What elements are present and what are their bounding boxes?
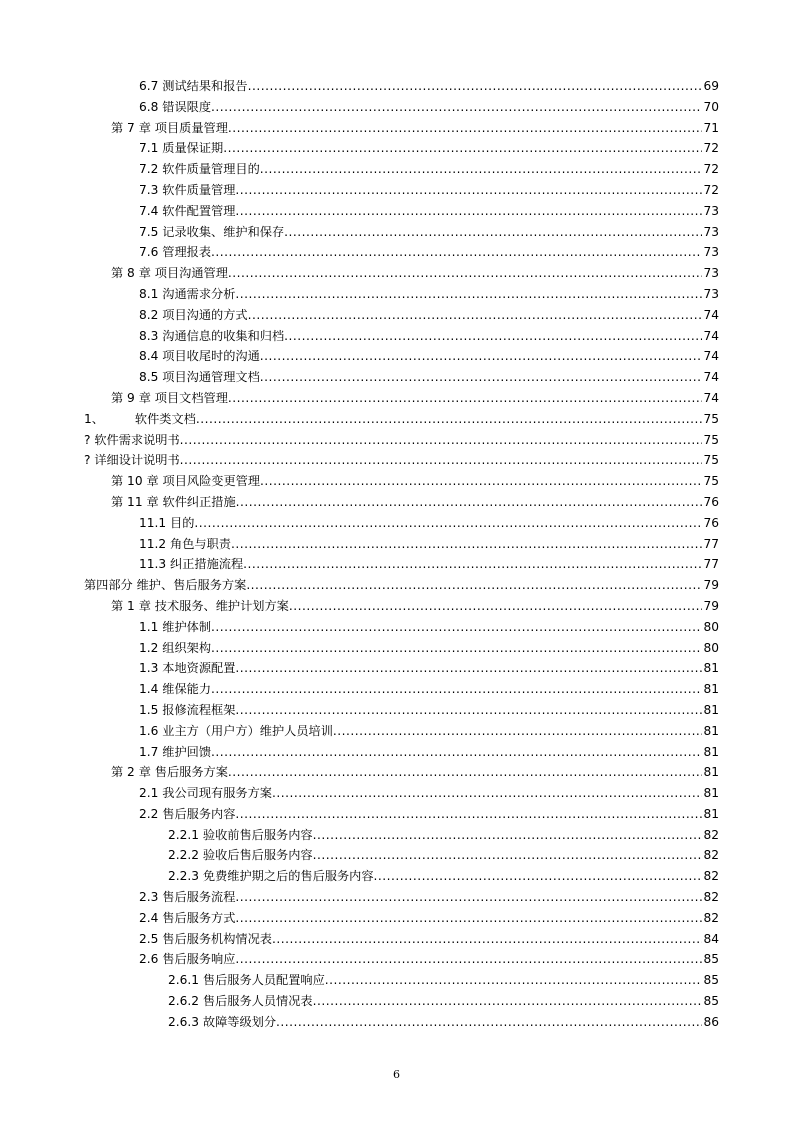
- toc-entry-page: 75: [703, 411, 719, 426]
- toc-entry-page: 74: [703, 390, 719, 405]
- toc-entry[interactable]: [0, 346, 793, 367]
- dot-leader: [211, 242, 702, 263]
- toc-entry-title: 2.2.3 免费维护期之后的售后服务内容: [168, 869, 374, 884]
- toc-entry-page: 73: [703, 286, 719, 301]
- toc-entry-title: 2.6.2 售后服务人员情况表: [168, 994, 313, 1009]
- toc-entry[interactable]: [0, 866, 793, 887]
- dot-leader: [235, 658, 702, 679]
- toc-entry-title: 2.1 我公司现有服务方案: [139, 786, 272, 801]
- toc-entry-title: 11.2 角色与职责: [139, 536, 231, 551]
- dot-leader: [180, 430, 703, 451]
- toc-entry[interactable]: [0, 430, 793, 451]
- toc-entry[interactable]: [0, 76, 793, 97]
- toc-entry-page: 74: [703, 307, 719, 322]
- toc-entry-page: 74: [703, 349, 719, 364]
- toc-entry[interactable]: [0, 284, 793, 305]
- dot-leader: [223, 138, 702, 159]
- page-number: 6: [393, 1068, 400, 1081]
- toc-entry-title: 7.1 质量保证期: [139, 141, 224, 156]
- dot-leader: [313, 845, 703, 866]
- toc-entry[interactable]: [0, 949, 793, 970]
- toc-entry-title: 7.6 管理报表: [139, 245, 212, 260]
- toc-entry-title: 6.8 错误限度: [139, 99, 212, 114]
- toc-entry[interactable]: [0, 409, 793, 430]
- toc-entry-page: 75: [703, 453, 719, 468]
- toc-entry[interactable]: [0, 742, 793, 763]
- toc-entry[interactable]: [0, 1012, 793, 1033]
- dot-leader: [272, 783, 703, 804]
- toc-entry[interactable]: [0, 679, 793, 700]
- toc-entry-title: 1.6 业主方（用户方）维护人员培训: [139, 723, 333, 738]
- toc-entry[interactable]: [0, 513, 793, 534]
- toc-entry-page: 73: [703, 224, 719, 239]
- toc-entry[interactable]: [0, 887, 793, 908]
- dot-leader: [194, 513, 702, 534]
- toc-entry-page: 74: [703, 370, 719, 385]
- toc-entry-title: 2.2.2 验收后售后服务内容: [168, 848, 313, 863]
- toc-entry-title: ? 详细设计说明书: [84, 453, 180, 468]
- toc-entry-title: 7.5 记录收集、维护和保存: [139, 224, 285, 239]
- dot-leader: [260, 159, 703, 180]
- toc-entry[interactable]: [0, 804, 793, 825]
- toc-entry[interactable]: [0, 180, 793, 201]
- dot-leader: [236, 492, 703, 513]
- dot-leader: [284, 326, 702, 347]
- toc-entry[interactable]: [0, 991, 793, 1012]
- dot-leader: [228, 263, 703, 284]
- toc-entry[interactable]: [0, 118, 793, 139]
- dot-leader: [228, 118, 703, 139]
- toc-entry[interactable]: [0, 617, 793, 638]
- toc-entry[interactable]: [0, 908, 793, 929]
- toc-entry-page: 80: [703, 619, 719, 634]
- toc-entry-page: 73: [703, 245, 719, 260]
- toc-entry-title: 1.2 组织架构: [139, 640, 212, 655]
- toc-entry-page: 74: [703, 328, 719, 343]
- toc-entry-title: 8.5 项目沟通管理文档: [139, 370, 260, 385]
- dot-leader: [248, 76, 703, 97]
- toc-entry-title: 2.3 售后服务流程: [139, 890, 236, 905]
- toc-entry[interactable]: [0, 138, 793, 159]
- dot-leader: [260, 367, 703, 388]
- toc-entry-page: 81: [703, 661, 719, 676]
- toc-entry-page: 82: [703, 827, 719, 842]
- toc-entry-page: 81: [703, 744, 719, 759]
- toc-entry[interactable]: [0, 929, 793, 950]
- toc-entry-page: 75: [703, 432, 719, 447]
- toc-entry[interactable]: [0, 450, 793, 471]
- toc-entry-page: 80: [703, 640, 719, 655]
- toc-entry-page: 82: [703, 890, 719, 905]
- toc-entry-title: 第 10 章 项目风险变更管理: [111, 474, 261, 489]
- toc-entry-title: 1.4 维保能力: [139, 682, 212, 697]
- toc-entry-page: 71: [703, 120, 719, 135]
- toc-entry[interactable]: [0, 845, 793, 866]
- dot-leader: [180, 450, 703, 471]
- toc-entry-title: 11.1 目的: [139, 515, 195, 530]
- toc-entry-title: 1.5 报修流程框架: [139, 702, 236, 717]
- toc-entry-title: 2.6.1 售后服务人员配置响应: [168, 973, 325, 988]
- toc-entry-page: 81: [703, 682, 719, 697]
- toc-entry[interactable]: [0, 721, 793, 742]
- toc-entry-page: 82: [703, 910, 719, 925]
- toc-entry-page: 81: [703, 765, 719, 780]
- toc-entry-title: 2.2.1 验收前售后服务内容: [168, 827, 313, 842]
- toc-entry-title: 1.3 本地资源配置: [139, 661, 236, 676]
- toc-entry[interactable]: [0, 367, 793, 388]
- dot-leader: [211, 638, 702, 659]
- toc-entry-page: 82: [703, 869, 719, 884]
- toc-entry-page: 84: [703, 931, 719, 946]
- dot-leader: [243, 554, 702, 575]
- toc-entry-page: 85: [703, 952, 719, 967]
- toc-entry-title: 第 2 章 售后服务方案: [111, 765, 228, 780]
- toc-entry[interactable]: [0, 700, 793, 721]
- dot-leader: [235, 284, 702, 305]
- table-of-contents: [0, 76, 793, 1033]
- toc-entry-page: 75: [703, 474, 719, 489]
- dot-leader: [272, 929, 703, 950]
- dot-leader: [276, 1012, 702, 1033]
- toc-entry-title: ? 软件需求说明书: [84, 432, 180, 447]
- toc-entry[interactable]: [0, 159, 793, 180]
- dot-leader: [228, 762, 703, 783]
- toc-entry[interactable]: [0, 326, 793, 347]
- toc-entry-page: 79: [703, 578, 719, 593]
- toc-entry-title: 8.3 沟通信息的收集和归档: [139, 328, 285, 343]
- toc-entry-title: 6.7 测试结果和报告: [139, 79, 248, 93]
- toc-entry-title: 2.6 售后服务响应: [139, 952, 236, 967]
- toc-entry-title: 1、 软件类文档: [84, 411, 196, 426]
- toc-entry-page: 81: [703, 702, 719, 717]
- dot-leader: [235, 201, 702, 222]
- toc-entry[interactable]: [0, 534, 793, 555]
- toc-entry-title: 第 8 章 项目沟通管理: [111, 266, 228, 281]
- dot-leader: [211, 742, 702, 763]
- toc-entry-title: 第 9 章 项目文档管理: [111, 390, 228, 405]
- toc-entry[interactable]: [0, 575, 793, 596]
- toc-entry-page: 76: [703, 494, 719, 509]
- dot-leader: [260, 346, 703, 367]
- toc-entry-title: 11.3 纠正措施流程: [139, 557, 244, 572]
- dot-leader: [289, 596, 703, 617]
- toc-entry-title: 2.4 售后服务方式: [139, 910, 236, 925]
- toc-entry-title: 7.4 软件配置管理: [139, 203, 236, 218]
- toc-entry-title: 2.2 售后服务内容: [139, 806, 236, 821]
- toc-entry[interactable]: [0, 825, 793, 846]
- dot-leader: [235, 908, 702, 929]
- toc-entry-page: 81: [703, 806, 719, 821]
- toc-entry[interactable]: [0, 471, 793, 492]
- toc-entry-page: 82: [703, 848, 719, 863]
- toc-entry-title: 8.1 沟通需求分析: [139, 286, 236, 301]
- toc-entry-title: 1.1 维护体制: [139, 619, 212, 634]
- toc-entry-title: 第 1 章 技术服务、维护计划方案: [111, 598, 289, 613]
- toc-entry-page: 73: [703, 203, 719, 218]
- dot-leader: [235, 804, 702, 825]
- toc-entry-title: 第 7 章 项目质量管理: [111, 120, 228, 135]
- dot-leader: [325, 970, 703, 991]
- toc-entry-page: 72: [703, 141, 719, 156]
- toc-entry-title: 1.7 维护回馈: [139, 744, 212, 759]
- toc-entry[interactable]: [0, 783, 793, 804]
- toc-entry-title: 2.6.3 故障等级划分: [168, 1014, 277, 1029]
- toc-entry-page: 69: [703, 79, 719, 93]
- dot-leader: [231, 534, 703, 555]
- dot-leader: [211, 97, 702, 118]
- toc-entry-page: 86: [703, 1014, 719, 1029]
- toc-entry-page: 81: [703, 723, 719, 738]
- dot-leader: [284, 222, 702, 243]
- toc-entry[interactable]: [0, 242, 793, 263]
- toc-entry[interactable]: [0, 762, 793, 783]
- toc-entry-title: 7.3 软件质量管理: [139, 182, 236, 197]
- dot-leader: [211, 617, 702, 638]
- toc-entry-title: 7.2 软件质量管理目的: [139, 162, 260, 177]
- dot-leader: [235, 180, 702, 201]
- dot-leader: [313, 825, 703, 846]
- toc-entry[interactable]: [0, 305, 793, 326]
- toc-entry-page: 76: [703, 515, 719, 530]
- toc-entry-page: 73: [703, 266, 719, 281]
- toc-entry[interactable]: [0, 222, 793, 243]
- toc-entry-page: 72: [703, 162, 719, 177]
- toc-entry[interactable]: [0, 201, 793, 222]
- toc-entry[interactable]: [0, 554, 793, 575]
- dot-leader: [374, 866, 703, 887]
- toc-entry[interactable]: [0, 263, 793, 284]
- toc-entry-page: 85: [703, 994, 719, 1009]
- toc-entry[interactable]: [0, 492, 793, 513]
- dot-leader: [235, 700, 702, 721]
- dot-leader: [235, 887, 702, 908]
- toc-entry-page: 81: [703, 786, 719, 801]
- toc-entry-page: 77: [703, 536, 719, 551]
- toc-entry-page: 72: [703, 182, 719, 197]
- toc-entry[interactable]: [0, 596, 793, 617]
- dot-leader: [235, 949, 702, 970]
- toc-entry[interactable]: [0, 388, 793, 409]
- toc-entry-title: 8.4 项目收尾时的沟通: [139, 349, 260, 364]
- dot-leader: [246, 575, 702, 596]
- dot-leader: [333, 721, 703, 742]
- toc-entry-page: 79: [703, 598, 719, 613]
- dot-leader: [260, 471, 702, 492]
- toc-entry-page: 70: [703, 99, 719, 114]
- dot-leader: [228, 388, 703, 409]
- toc-entry-page: 77: [703, 557, 719, 572]
- dot-leader: [211, 679, 702, 700]
- dot-leader: [196, 409, 703, 430]
- toc-entry-title: 8.2 项目沟通的方式: [139, 307, 248, 322]
- toc-entry-title: 第四部分 维护、售后服务方案: [84, 578, 247, 593]
- toc-entry-title: 2.5 售后服务机构情况表: [139, 931, 272, 946]
- dot-leader: [313, 991, 703, 1012]
- toc-entry[interactable]: [0, 658, 793, 679]
- toc-entry[interactable]: [0, 97, 793, 118]
- toc-entry[interactable]: [0, 970, 793, 991]
- toc-entry-page: 85: [703, 973, 719, 988]
- dot-leader: [248, 305, 703, 326]
- toc-entry-title: 第 11 章 软件纠正措施: [111, 494, 236, 509]
- toc-entry[interactable]: [0, 638, 793, 659]
